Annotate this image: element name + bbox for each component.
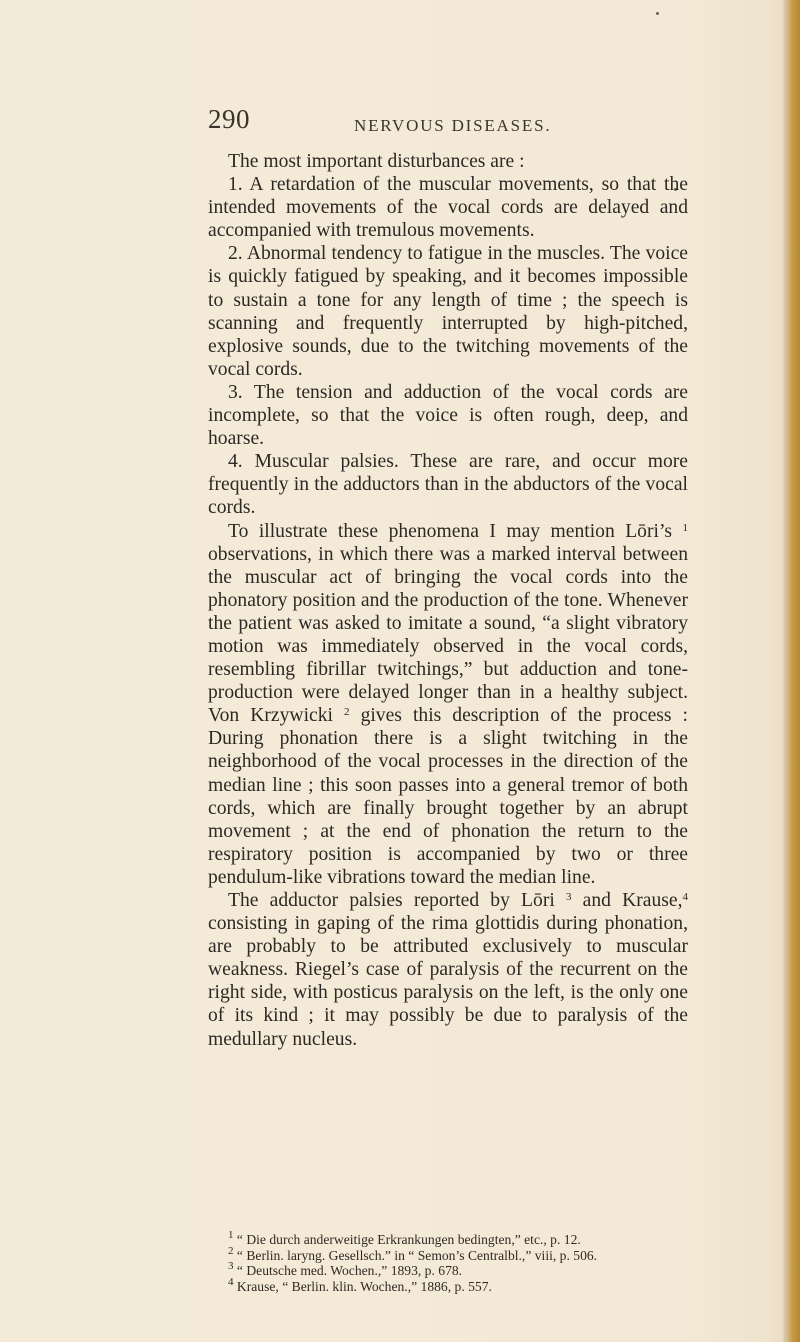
footnote-ref[interactable]: 2 <box>344 706 350 719</box>
footnote <box>208 1275 688 1295</box>
book-spine-edge <box>786 0 800 1342</box>
paragraph-text: To illustrate these phenomena I may mention Lōri’s <box>228 520 673 542</box>
footnote <box>208 1244 688 1264</box>
running-head-title: NERVOUS DISEASES. <box>354 116 552 135</box>
footnote-mark: 1 <box>228 1229 234 1241</box>
paragraph: 4. Muscular palsies. These are rare, and occur more frequently in the adductors than in the abductors of the vocal cords. <box>208 451 688 519</box>
paragraph <box>208 889 688 1051</box>
footnote-mark: 4 <box>228 1275 234 1288</box>
paragraph: 1. A retardation of the muscular movements, so that the intended movements of the vocal cords are delayed and accompanied with tremulous movements. <box>208 174 688 242</box>
page-number: 290 <box>208 104 250 134</box>
paragraph-text: gives this description of the process : During phonation there is a slight twitching in the neighborhood of the vocal processes in the direction of the median line ; this soon passes into a general tremor of both cords, which are finally brought together by an abrupt movement ; at the end of phonation the return to the respiratory position is accompanied by two or three pendulum-like vibrations toward the median line. <box>208 705 688 888</box>
paragraph-text: The adductor palsies reported by Lōri <box>228 890 555 911</box>
footnote-mark: 2 <box>228 1244 234 1257</box>
footnote-ref[interactable]: 4 <box>682 891 688 903</box>
footnote-mark: 3 <box>228 1260 234 1273</box>
paragraph-text: and Krause, <box>582 890 683 911</box>
running-head <box>208 104 688 140</box>
paragraph: 2. Abnormal tendency to fatigue in the muscles. The voice is quickly fatigued by speaking, and it becomes impossible to sustain a tone for any length of time ; the speech is scanning and frequently interrupted by high-pitched, explosive sounds, due to the twitching movements of the vocal cords. <box>208 243 688 380</box>
paragraph: The most important disturbances are : <box>228 151 525 172</box>
body-text <box>208 150 688 1051</box>
paragraph <box>208 520 688 890</box>
footnote-text: “ Die durch anderweitige Erkrankungen bedingten,” etc., p. 12. <box>236 1232 581 1247</box>
paragraph-text: observations, in which there was a marked interval between the muscular act of bringing the vocal cords into the phonatory position and the production of the tone. Whenever the patient was asked to imitate a sound, “a slight vibratory motion was immediately observed in the vocal cords, resembling fibrillar twitchings,” but adduction and tone-production were delayed longer than in a healthy subject. Von Krzywicki <box>208 543 688 727</box>
footnote-text: Krause, “ Berlin. klin. Wochen.,” 1886, p. 557. <box>236 1278 492 1294</box>
footnotes <box>208 1229 688 1294</box>
footnote <box>208 1229 688 1248</box>
footnote <box>208 1260 688 1279</box>
footnote-ref[interactable]: 3 <box>565 891 572 903</box>
footnote-ref[interactable]: 1 <box>682 521 688 534</box>
footnote-text: “ Deutsche med. Wochen.,” 1893, p. 678. <box>236 1263 463 1279</box>
footnote-text: “ Berlin. laryng. Gesellsch.” in “ Semon’s Centralbl.,” viii, p. 506. <box>236 1247 598 1263</box>
paragraph: 3. The tension and adduction of the vocal cords are incomplete, so that the voice is often rough, deep, and hoarse. <box>208 381 688 450</box>
speck-mark <box>656 12 659 15</box>
paragraph-text: consisting in gaping of the rima glottidis during phonation, are probably to be attributed exclusively to muscular weakness. Riegel’s case of paralysis of the recurrent on the right side, with posticus paralysis on the left, is the only one of its kind ; it may possibly be due to paralysis of the medullary nucleus. <box>208 913 688 1050</box>
